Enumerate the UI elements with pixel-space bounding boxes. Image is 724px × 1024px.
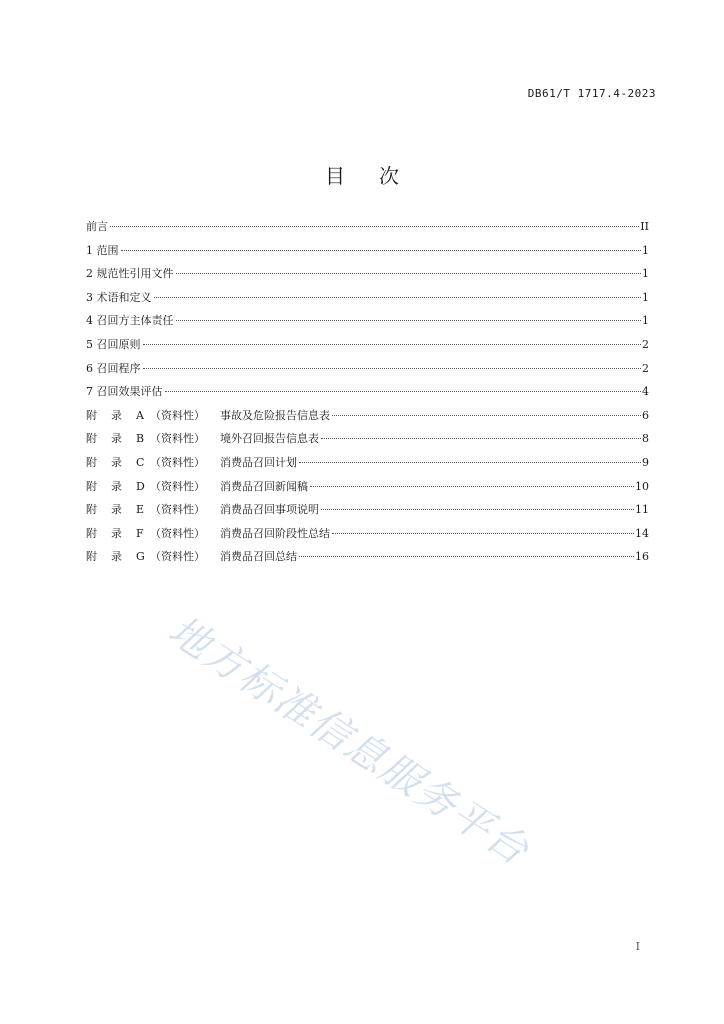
toc-entry-page: 9	[642, 455, 649, 469]
toc-entry-label: 消费品召回总结	[220, 550, 297, 564]
toc-entry-label: 事故及危险报告信息表	[220, 408, 330, 422]
appendix-word-2: 录	[111, 479, 122, 493]
appendix-letter: D	[136, 479, 145, 493]
toc-entry-page: 1	[642, 267, 649, 281]
toc-entry-procedure[interactable]	[86, 361, 649, 385]
page-number: I	[635, 940, 640, 953]
appendix-word-2: 录	[111, 550, 122, 564]
appendix-prefix	[86, 549, 220, 565]
appendix-word-1: 附	[86, 503, 97, 517]
toc-entry-evaluation[interactable]	[86, 384, 649, 408]
document-code: DB61/T 1717.4-2023	[527, 87, 656, 100]
toc-entry-label: 消费品召回新闻稿	[220, 479, 308, 493]
toc-entry-label: 消费品召回阶段性总结	[220, 526, 330, 540]
toc-entry-number: 2	[86, 267, 97, 281]
toc-entry-page: 1	[642, 243, 649, 257]
toc-entry-label: 境外召回报告信息表	[220, 432, 319, 446]
appendix-word-1: 附	[86, 455, 97, 469]
toc-entry-number: 6	[86, 361, 97, 375]
appendix-word-2: 录	[111, 526, 122, 540]
toc-title	[0, 160, 724, 189]
toc-entry-label: 前言	[86, 220, 108, 233]
appendix-word-1: 附	[86, 526, 97, 540]
toc-appendix-a[interactable]	[86, 408, 649, 432]
toc-list	[86, 219, 649, 573]
appendix-prefix	[86, 408, 220, 424]
toc-appendix-f[interactable]	[86, 526, 649, 550]
appendix-letter: F	[136, 526, 144, 540]
toc-entry-label: 召回程序	[96, 361, 141, 375]
appendix-word-2: 录	[111, 432, 122, 446]
toc-entry-label: 规范性引用文件	[96, 267, 174, 281]
toc-entry-label: 术语和定义	[96, 290, 152, 304]
dot-leader	[143, 343, 642, 345]
appendix-letter: A	[136, 408, 144, 422]
dot-leader	[321, 508, 634, 510]
dot-leader	[332, 532, 634, 534]
appendix-kind: （资料性）	[150, 455, 205, 469]
appendix-prefix	[86, 455, 220, 471]
toc-entry-page: 2	[642, 337, 649, 351]
appendix-kind: （资料性）	[150, 550, 205, 564]
toc-appendix-g[interactable]	[86, 549, 649, 573]
appendix-letter: G	[136, 550, 145, 564]
toc-entry-responsibility[interactable]	[86, 313, 649, 337]
dot-leader	[110, 225, 639, 227]
toc-entry-page: 14	[635, 526, 649, 540]
toc-title-part1: 目	[325, 164, 345, 188]
appendix-word-1: 附	[86, 408, 97, 422]
toc-entry-terms[interactable]	[86, 290, 649, 314]
toc-entry-page: 11	[635, 503, 649, 517]
dot-leader	[154, 296, 642, 298]
toc-appendix-b[interactable]	[86, 431, 649, 455]
toc-entry-number: 3	[86, 290, 97, 304]
toc-entry-principles[interactable]	[86, 337, 649, 361]
dot-leader	[321, 437, 641, 439]
toc-entry-number: 5	[86, 337, 97, 351]
watermark: 地方标准信息服务平台	[160, 607, 538, 875]
toc-appendix-e[interactable]	[86, 502, 649, 526]
dot-leader	[165, 390, 642, 392]
appendix-word-2: 录	[111, 503, 122, 517]
appendix-kind: （资料性）	[150, 479, 205, 493]
toc-entry-page: 4	[642, 385, 649, 399]
appendix-prefix	[86, 502, 220, 518]
appendix-letter: B	[136, 432, 145, 446]
toc-entry-page: 10	[635, 479, 649, 493]
appendix-word-1: 附	[86, 432, 97, 446]
appendix-kind: （资料性）	[150, 503, 205, 517]
toc-entry-normative-references[interactable]	[86, 266, 649, 290]
toc-entry-label: 召回原则	[96, 337, 141, 351]
toc-entry-page: II	[640, 220, 649, 233]
toc-entry-label: 范围	[96, 243, 119, 257]
toc-entry-page: 1	[642, 314, 649, 328]
appendix-kind: （资料性）	[150, 526, 205, 540]
appendix-word-1: 附	[86, 479, 97, 493]
toc-entry-number: 7	[86, 385, 97, 399]
toc-entry-page: 8	[642, 432, 649, 446]
appendix-word-2: 录	[111, 455, 122, 469]
toc-entry-page: 1	[642, 290, 649, 304]
toc-entry-page: 2	[642, 361, 649, 375]
toc-entry-label: 消费品召回事项说明	[220, 503, 319, 517]
dot-leader	[121, 249, 642, 251]
dot-leader	[299, 461, 641, 463]
toc-appendix-d[interactable]	[86, 479, 649, 503]
appendix-prefix	[86, 526, 220, 542]
toc-entry-label: 召回效果评估	[96, 385, 163, 399]
dot-leader	[299, 555, 634, 557]
toc-entry-foreword[interactable]	[86, 219, 649, 243]
toc-title-part2: 次	[379, 164, 399, 188]
appendix-letter: E	[136, 503, 145, 517]
dot-leader	[310, 485, 634, 487]
toc-entry-scope[interactable]	[86, 243, 649, 267]
toc-entry-label: 召回方主体责任	[96, 314, 174, 328]
dot-leader	[143, 367, 642, 369]
toc-entry-label: 消费品召回计划	[220, 455, 297, 469]
appendix-word-2: 录	[111, 408, 122, 422]
appendix-prefix	[86, 479, 220, 495]
toc-entry-number: 1	[86, 243, 97, 257]
appendix-word-1: 附	[86, 550, 97, 564]
appendix-kind: （资料性）	[150, 408, 205, 422]
appendix-prefix	[86, 431, 220, 447]
dot-leader	[176, 319, 642, 321]
dot-leader	[176, 272, 642, 274]
toc-entry-number: 4	[86, 314, 97, 328]
toc-appendix-c[interactable]	[86, 455, 649, 479]
dot-leader	[332, 414, 641, 416]
toc-entry-page: 16	[635, 550, 649, 564]
appendix-kind: （资料性）	[150, 432, 205, 446]
toc-entry-page: 6	[642, 408, 649, 422]
appendix-letter: C	[136, 455, 145, 469]
